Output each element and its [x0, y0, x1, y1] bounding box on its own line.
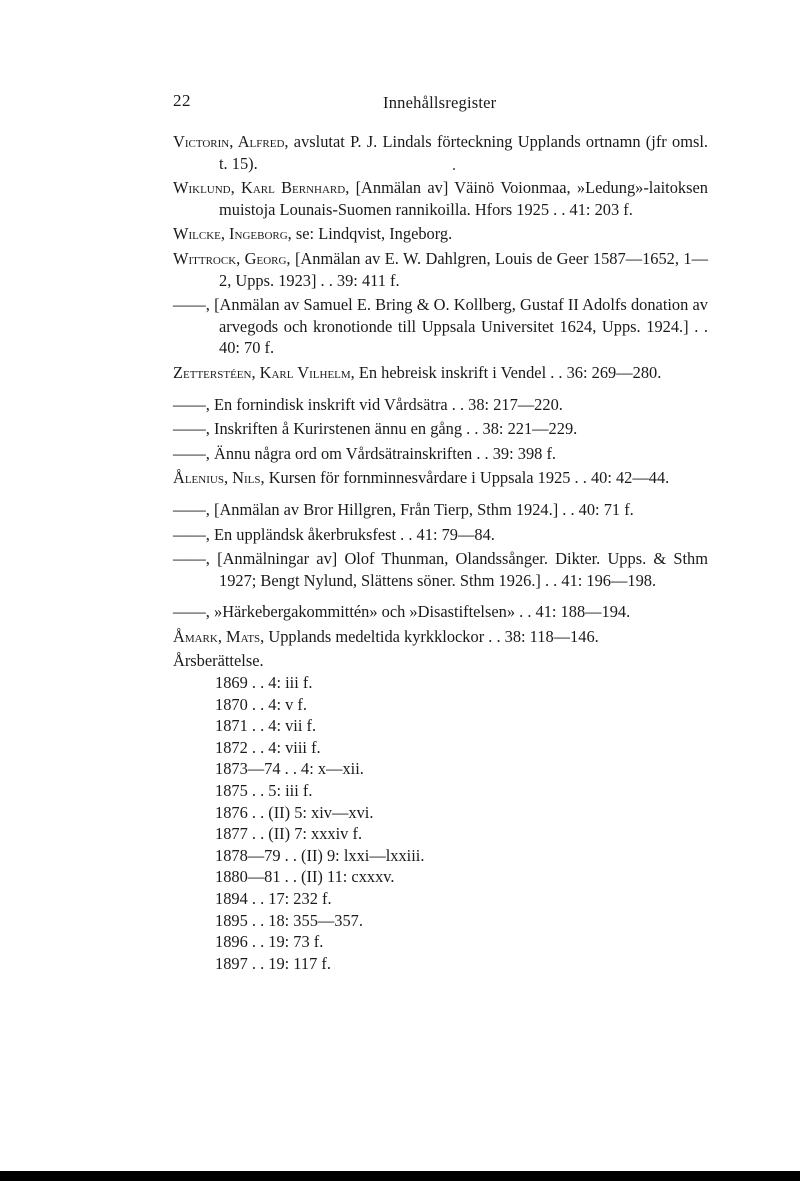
- index-entry: [173, 626, 708, 648]
- year-entry: 1896 . . 19: 73 f.: [215, 932, 324, 952]
- index-entry: [173, 467, 708, 489]
- entry-text: Kursen för fornminnesvårdare i Uppsala 1925 . . 40: 42—44.: [268, 468, 670, 488]
- scan-border-bar: [0, 1171, 800, 1181]
- entry-text: »Härkebergakommittén» och »Disastiftelsen» . . 41: 188—194.: [214, 602, 631, 622]
- arsberattelse-heading: Årsberättelse.: [173, 651, 264, 671]
- year-entry: 1876 . . (II) 5: xiv—xvi.: [215, 802, 374, 822]
- entry-author: Wiklund, Karl Bernhard,: [173, 178, 350, 198]
- ditto-dash: ——,: [173, 549, 210, 569]
- index-entry-continued: [173, 524, 708, 546]
- ditto-dash: ——,: [173, 499, 210, 519]
- running-title: Innehållsregister: [383, 93, 497, 112]
- page-number: 22: [173, 91, 191, 110]
- entry-text: Ännu några ord om Vårdsätrainskriften . . 39: 398 f.: [214, 443, 557, 463]
- index-entry: [173, 248, 708, 291]
- ditto-dash: ——,: [173, 295, 210, 315]
- index-entry: [173, 131, 708, 174]
- year-entry: 1869 . . 4: iii f.: [215, 673, 313, 693]
- entry-text: [Anmälan av E. W. Dahlgren, Louis de Geer 1587—1652, 1—2, Upps. 1923] . . 39: 411 f.: [219, 248, 708, 290]
- year-entry: 1872 . . 4: viii f.: [215, 737, 321, 757]
- ditto-dash: ——,: [173, 419, 210, 439]
- entry-author: Wilcke, Ingeborg,: [173, 224, 292, 244]
- index-entries: [173, 131, 708, 974]
- year-entry: 1880—81 . . (II) 11: cxxxv.: [215, 867, 395, 887]
- year-entry: 1871 . . 4: vii f.: [215, 716, 317, 736]
- index-entry: [173, 223, 708, 245]
- ditto-dash: ——,: [173, 394, 210, 414]
- year-entry: 1895 . . 18: 355—357.: [215, 910, 363, 930]
- year-entry: 1897 . . 19: 117 f.: [215, 953, 331, 973]
- index-entry-continued: [173, 294, 708, 359]
- entry-text: En uppländsk åkerbruksfest . . 41: 79—84.: [214, 524, 495, 544]
- year-entry: 1894 . . 17: 232 f.: [215, 889, 332, 908]
- index-entry-continued: [173, 601, 708, 623]
- arsberattelse-year-list: [173, 672, 708, 974]
- year-entry: 1870 . . 4: v f.: [215, 694, 307, 714]
- entry-text: Upplands medeltida kyrkklockor . . 38: 118—146.: [268, 626, 599, 646]
- entry-author: Ålenius, Nils,: [173, 468, 265, 488]
- ditto-dash: ——,: [173, 443, 210, 463]
- entry-text: En hebreisk inskrift i Vendel . . 36: 269—280.: [358, 362, 662, 382]
- year-entry: 1873—74 . . 4: x—xii.: [215, 759, 364, 779]
- ditto-dash: ——,: [173, 602, 210, 622]
- year-entry: 1875 . . 5: iii f.: [215, 781, 313, 801]
- index-entry-continued: [173, 394, 708, 416]
- entry-text: Inskriften å Kurirstenen ännu en gång . . 38: 221—229.: [214, 419, 578, 439]
- year-entry: 1878—79 . . (II) 9: lxxi—lxxiii.: [215, 845, 425, 865]
- index-entry: [173, 177, 708, 220]
- entry-author: Victorin, Alfred,: [173, 132, 289, 151]
- entry-text: [Anmälan av] Väinö Voionmaa, »Ledung»-laitoksen muistoja Lounais-Suomen rannikoilla. Hfors 1925 . . 41: 203 f.: [219, 178, 708, 219]
- year-entry: 1877 . . (II) 7: xxxiv f.: [215, 824, 363, 844]
- index-entry-continued: [173, 548, 708, 591]
- entry-text: En fornindisk inskrift vid Vårdsätra . . 38: 217—220.: [214, 394, 563, 414]
- entry-text: se: Lindqvist, Ingeborg.: [295, 224, 453, 244]
- entry-text: [Anmälan av Samuel E. Bring & O. Kollberg, Gustaf II Adolfs donation av arvegods och kronotionde till Uppsala Universitet 1624, Upps. 1924.] . . 40: 70 f.: [214, 295, 708, 358]
- entry-author: Wittrock, Georg,: [173, 248, 291, 268]
- index-entry: [173, 362, 708, 384]
- index-entry-continued: [173, 418, 708, 440]
- entry-text: avslutat P. J. Lindals förteckning Upplands ortnamn (jfr omsl. t. 15).: [219, 132, 708, 173]
- entry-author: Åmark, Mats,: [173, 626, 265, 646]
- index-entry-continued: [173, 499, 708, 521]
- index-entry-continued: [173, 443, 708, 465]
- ditto-dash: ——,: [173, 524, 210, 544]
- entry-text: [Anmälningar av] Olof Thunman, Olandssånger. Dikter. Upps. & Sthm 1927; Bengt Nylund, Slättens söner. Sthm 1926.] . . 41: 196—198.: [217, 549, 708, 590]
- entry-text: [Anmälan av Bror Hillgren, Från Tierp, Sthm 1924.] . . 40: 71 f.: [214, 499, 634, 519]
- entry-author: Zetterstéen, Karl Vilhelm,: [173, 362, 355, 382]
